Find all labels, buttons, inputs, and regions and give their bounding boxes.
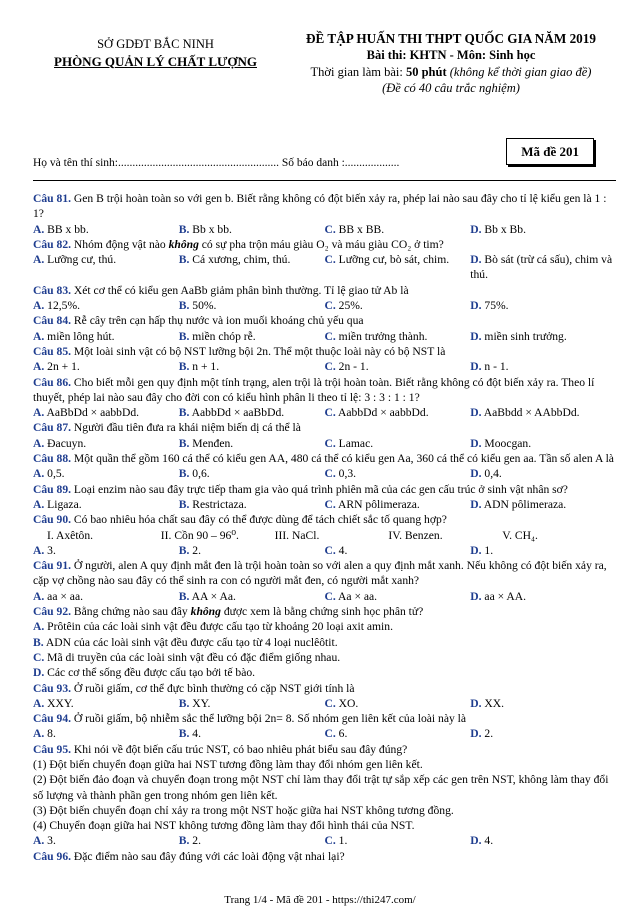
option-text: 4. — [189, 727, 201, 741]
choice-item: I. Axêtôn. — [47, 528, 94, 542]
answer-option[interactable] — [325, 359, 471, 374]
question-number: Câu 95. — [33, 742, 72, 756]
option-letter: A. — [33, 696, 45, 710]
option-text: Các cơ thể sống đều được cấu tạo bởi tế bào. — [44, 666, 256, 680]
exam-time: Thời gian làm bài: 50 phút (không kể thời gian giao đề) — [310, 64, 592, 79]
question-number: Câu 89. — [33, 482, 72, 496]
question-emphasis: không — [168, 237, 199, 251]
answer-option[interactable] — [179, 497, 325, 512]
option-letter: D. — [470, 222, 482, 236]
option-text: Menđen. — [189, 436, 234, 450]
option-text: 12,5%. — [44, 299, 81, 313]
choice-item: III. NaCl. — [274, 528, 320, 542]
answer-option[interactable] — [179, 298, 325, 313]
option-text: 0,3. — [335, 467, 357, 481]
option-letter: D. — [470, 360, 482, 374]
answer-option[interactable] — [325, 589, 471, 604]
question-stem — [33, 344, 616, 359]
question-stem — [33, 482, 616, 497]
option-letter: A. — [33, 543, 45, 557]
option-letter: B. — [178, 589, 190, 603]
option-letter: D. — [470, 329, 482, 343]
question-number: Câu 82. — [33, 237, 72, 251]
answer-options — [33, 329, 616, 344]
option-text: Moocgan. — [481, 436, 532, 450]
option-letter: D. — [470, 834, 482, 848]
option-letter: B. — [178, 329, 190, 343]
question-stem — [33, 283, 616, 298]
question-item — [33, 375, 616, 421]
option-letter: A. — [33, 589, 45, 603]
question-text: Loại enzim nào sau đây trực tiếp tham gia vào quá trình phiên mã của các gen cấu trúc ở sinh vật nhân sơ? — [71, 482, 568, 496]
answer-option[interactable] — [33, 543, 179, 558]
option-letter: C. — [324, 253, 336, 267]
question-number: Câu 84. — [33, 314, 72, 328]
option-letter: B. — [178, 467, 190, 481]
question-item — [33, 283, 616, 314]
option-text: 4. — [481, 834, 494, 848]
option-letter: A. — [33, 436, 45, 450]
exam-title: ĐỀ TẬP HUẤN THI THPT QUỐC GIA NĂM 2019 — [306, 31, 596, 46]
answer-option[interactable] — [179, 726, 325, 741]
answer-option[interactable] — [470, 436, 616, 451]
question-stem — [33, 681, 616, 696]
option-letter: A. — [33, 253, 45, 267]
question-text: Cho biết mỗi gen quy định một tính trạng, alen trội là trội hoàn toàn. Biết rằng không có đột biến xảy ra. Theo lí thuyết, phép lai nào sau đây cho đời con có kiểu hình phân li theo tỉ lệ: 3 : 3 : 1 : 1? — [33, 375, 595, 404]
question-number: Câu 94. — [33, 712, 72, 726]
question-stem — [33, 375, 616, 406]
answer-option[interactable] — [325, 252, 471, 283]
option-text: 75%. — [481, 299, 509, 313]
question-text: Bằng chứng nào sau đây — [71, 605, 191, 619]
question-text: Người đầu tiên đưa ra khái niệm biến dị cá thể là — [71, 421, 301, 435]
option-text: ADN của các loài sinh vật đều được cấu tạo từ 4 loại nuclêôtit. — [43, 635, 338, 649]
question-stem — [33, 191, 616, 222]
option-letter: A. — [33, 620, 45, 634]
option-text: 3. — [44, 834, 56, 848]
answer-options — [33, 252, 616, 283]
answer-options — [33, 543, 616, 558]
question-text: Nhóm động vật nào — [71, 237, 169, 251]
option-letter: D. — [470, 696, 482, 710]
answer-option[interactable] — [470, 696, 616, 711]
option-text: 1. — [335, 834, 348, 848]
office-name: PHÒNG QUẢN LÝ CHẤT LƯỢNG — [54, 53, 257, 69]
exam-code-box: Mã đề 201 — [506, 138, 594, 165]
option-letter: B. — [178, 253, 190, 267]
option-letter: B. — [178, 436, 190, 450]
option-text: miền chóp rễ. — [189, 329, 256, 343]
answer-option[interactable] — [325, 222, 471, 237]
answer-option[interactable] — [470, 497, 616, 512]
answer-option[interactable] — [33, 696, 179, 711]
option-letter: B. — [178, 696, 190, 710]
answer-options — [33, 726, 616, 741]
question-text: Có bao nhiêu hóa chất sau đây có thể được dùng để tách chiết sắc tố quang hợp? — [71, 513, 447, 527]
option-text: 8. — [44, 727, 56, 741]
option-letter: C. — [324, 467, 336, 481]
option-text: ARN pôlimeraza. — [335, 497, 420, 511]
answer-option[interactable] — [470, 589, 616, 604]
option-text: miền lông hút. — [44, 329, 115, 343]
answer-options — [33, 696, 616, 711]
question-text: Một loài sinh vật có bộ NST lưỡng bội 2n. Thể một thuộc loài này có bộ NST là — [71, 344, 446, 358]
answer-option[interactable] — [470, 329, 616, 344]
exam-subject: Bài thi: KHTN - Môn: Sinh học — [366, 48, 536, 63]
choice-item: V. CH₄. — [502, 528, 538, 542]
option-letter: A. — [33, 329, 45, 343]
option-text: Prôtêin của các loài sinh vật đều được cấu tạo từ khoảng 20 loại axit amin. — [44, 620, 393, 634]
answer-option[interactable] — [33, 252, 179, 283]
option-letter: C. — [33, 650, 45, 664]
option-text: Cá xương, chim, thú. — [189, 253, 291, 267]
option-letter: B. — [178, 497, 190, 511]
option-text: BB x BB. — [335, 222, 385, 236]
option-letter: A. — [33, 360, 45, 374]
answer-option[interactable] — [179, 589, 325, 604]
option-text: 4. — [335, 543, 348, 557]
option-text: Restrictaza. — [189, 497, 247, 511]
option-letter: C. — [324, 696, 336, 710]
option-text: 2n + 1. — [44, 360, 80, 374]
answer-option[interactable] — [33, 619, 616, 634]
option-letter: A. — [33, 834, 45, 848]
option-letter: A. — [33, 222, 45, 236]
answer-option[interactable] — [33, 497, 179, 512]
answer-option[interactable] — [470, 359, 616, 374]
answer-option[interactable] — [179, 222, 325, 237]
page-footer: Trang 1/4 - Mã đề 201 - https://thi247.com/ — [224, 894, 416, 906]
question-number: Câu 93. — [33, 681, 72, 695]
answer-options — [33, 436, 616, 451]
student-name-line: Họ và tên thí sinh:........................................................ Số báo danh :................... — [33, 157, 400, 169]
question-item — [33, 512, 616, 558]
option-letter: C. — [324, 436, 336, 450]
question-text: Khi nói về đột biến cấu trúc NST, có bao nhiêu phát biểu sau đây đúng? — [71, 742, 408, 756]
question-text-end: được xem là bằng chứng sinh học phân tử? — [220, 605, 424, 619]
option-text: 50%. — [189, 299, 217, 313]
option-letter: B. — [178, 834, 190, 848]
answer-option[interactable] — [325, 405, 471, 420]
option-text: miền sinh trưởng. — [481, 329, 567, 343]
answer-option[interactable] — [325, 543, 471, 558]
answer-option[interactable] — [325, 726, 471, 741]
answer-options — [33, 833, 616, 848]
question-stem — [33, 451, 616, 466]
question-item — [33, 313, 616, 344]
option-text: Bb x Bb. — [481, 222, 526, 236]
question-count: (Đề có 40 câu trắc nghiệm) — [382, 81, 520, 96]
answer-options — [33, 497, 616, 512]
option-letter: D. — [470, 727, 482, 741]
answer-option[interactable] — [179, 833, 325, 848]
answer-options — [33, 298, 616, 313]
department-name: SỞ GDĐT BẮC NINH — [97, 37, 214, 51]
option-text: Lamac. — [335, 436, 374, 450]
answer-option[interactable] — [179, 543, 325, 558]
answer-option[interactable] — [470, 543, 616, 558]
question-stem — [33, 313, 616, 328]
option-letter: B. — [178, 727, 190, 741]
answer-option[interactable] — [33, 635, 616, 650]
question-item — [33, 604, 616, 680]
answer-option[interactable] — [33, 833, 179, 848]
question-item — [33, 344, 616, 375]
question-stem — [33, 558, 616, 589]
answer-option[interactable] — [33, 359, 179, 374]
choice-item: IV. Benzen. — [388, 528, 443, 542]
answer-option[interactable] — [470, 405, 616, 420]
question-item — [33, 191, 616, 237]
question-text: Một quần thể gồm 160 cá thể có kiểu gen AA, 480 cá thể có kiểu gen Aa, 360 cá thể có kiểu gen aa. Tần số alen A là — [71, 452, 614, 466]
answer-option[interactable] — [470, 298, 616, 313]
question-number: Câu 91. — [33, 559, 72, 573]
question-text: Ở người, alen A quy định mắt đen là trội hoàn toàn so với alen a quy định mắt xanh. Nếu không có đột biến xảy ra, cặp vợ chồng nào sau đây có thể sinh ra con có người mắt đen, có người mắt xanh? — [33, 559, 607, 588]
answer-option[interactable] — [325, 436, 471, 451]
answer-option[interactable] — [33, 650, 616, 665]
question-item — [33, 558, 616, 604]
option-letter: C. — [324, 543, 336, 557]
option-letter: D. — [470, 253, 482, 267]
answer-options — [33, 222, 616, 237]
option-text: n - 1. — [481, 360, 509, 374]
option-text: 0,4. — [481, 467, 502, 481]
option-text: Ligaza. — [44, 497, 82, 511]
answer-option[interactable] — [470, 466, 616, 481]
option-text: AabbDd × aabbDd. — [335, 406, 429, 420]
answer-option[interactable] — [179, 436, 325, 451]
option-text: AaBbdd × AAbbDd. — [481, 406, 580, 420]
question-number: Câu 90. — [33, 513, 72, 527]
option-letter: D. — [33, 666, 45, 680]
option-letter: A. — [33, 727, 45, 741]
answer-option[interactable] — [325, 329, 471, 344]
option-text: 25%. — [335, 299, 363, 313]
choice-item: II. Cồn 90 – 96⁰. — [160, 528, 239, 542]
answer-option[interactable] — [179, 329, 325, 344]
question-item — [33, 742, 616, 849]
answer-option[interactable] — [325, 696, 471, 711]
question-text: Ở ruồi giấm, bộ nhiễm sắc thể lưỡng bội 2n= 8. Số nhóm gen liên kết của loài này là — [71, 712, 467, 726]
question-list — [33, 191, 616, 864]
option-letter: D. — [470, 589, 482, 603]
statement: (2) Đột biến đảo đoạn và chuyển đoạn trong một NST chỉ làm thay đổi trật tự sắp xếp các gen trên NST, không làm thay đổi số lượng và thành phần gen trong nhóm gen liên kết. — [33, 773, 609, 802]
option-letter: D. — [470, 467, 482, 481]
answer-option[interactable] — [325, 833, 471, 848]
option-text: AaBbDd × aabbDd. — [44, 406, 140, 420]
option-letter: B. — [178, 406, 190, 420]
answer-options — [33, 405, 616, 420]
question-stem — [33, 512, 616, 527]
statement: (3) Đột biến chuyển đoạn chỉ xảy ra trong một NST hoặc giữa hai NST không tương đồng. — [33, 803, 454, 817]
question-text-end: có sự pha trộn máu giàu O₂ và máu giàu CO₂ ở tim? — [198, 237, 444, 251]
answer-option[interactable] — [33, 436, 179, 451]
option-letter: A. — [33, 497, 45, 511]
option-letter: C. — [324, 360, 336, 374]
answer-option[interactable] — [470, 252, 616, 283]
option-letter: A. — [33, 299, 45, 313]
question-text: Rễ cây trên cạn hấp thụ nước và ion muối khoáng chủ yếu qua — [71, 314, 364, 328]
answer-option[interactable] — [179, 696, 325, 711]
option-text: XX. — [481, 696, 505, 710]
question-number: Câu 81. — [33, 192, 72, 205]
answer-option[interactable] — [33, 665, 616, 680]
question-text: Ở ruồi giấm, cơ thể đực bình thường có cặp NST giới tính là — [71, 681, 355, 695]
choice-items — [33, 528, 616, 543]
answer-option[interactable] — [470, 833, 616, 848]
option-text: XO. — [335, 696, 359, 710]
option-text: XY. — [189, 696, 211, 710]
option-text: aa × aa. — [44, 589, 83, 603]
answer-option[interactable] — [33, 589, 179, 604]
answer-option[interactable] — [179, 466, 325, 481]
option-letter: C. — [324, 222, 336, 236]
option-text: miền trưởng thành. — [335, 329, 428, 343]
question-number: Câu 86. — [33, 375, 72, 389]
question-item — [33, 482, 616, 513]
answer-option[interactable] — [325, 497, 471, 512]
option-letter: D. — [470, 436, 482, 450]
statement: (4) Chuyển đoạn giữa hai NST không tương đồng làm thay đổi hình thái của NST. — [33, 819, 415, 833]
answer-option[interactable] — [33, 726, 179, 741]
question-stem — [33, 742, 616, 757]
option-text: 2. — [481, 727, 494, 741]
option-letter: C. — [324, 329, 336, 343]
question-text: Xét cơ thể có kiểu gen AaBb giảm phân bình thường. Tỉ lệ giao tử Ab là — [71, 283, 409, 297]
option-text: 3. — [44, 543, 56, 557]
question-text: Đặc điểm nào sau đây đúng với các loài động vật nhai lại? — [71, 849, 345, 863]
option-text: 0,6. — [189, 467, 210, 481]
question-item — [33, 681, 616, 712]
question-item — [33, 420, 616, 451]
answer-option[interactable] — [33, 298, 179, 313]
option-text: Aa × aa. — [335, 589, 378, 603]
answer-options — [33, 466, 616, 481]
answer-options — [33, 589, 616, 604]
option-text: aa × AA. — [481, 589, 527, 603]
answer-option[interactable] — [33, 405, 179, 420]
option-text: Bò sát (trừ cá sấu), chim và thú. — [470, 253, 613, 282]
student-info — [33, 144, 616, 192]
option-letter: B. — [178, 222, 190, 236]
question-item — [33, 711, 616, 742]
exam-info-block — [286, 30, 616, 108]
option-text: 0,5. — [44, 467, 65, 481]
option-letter: D. — [470, 406, 482, 420]
answer-option[interactable] — [33, 329, 179, 344]
option-letter: A. — [33, 406, 45, 420]
option-text: Bb x bb. — [189, 222, 232, 236]
option-letter: B. — [178, 360, 190, 374]
question-stem — [33, 711, 616, 726]
issuer-block — [33, 20, 278, 108]
option-text: AabbDd × aaBbDd. — [189, 406, 285, 420]
question-text: Gen B trội hoàn toàn so với gen b. Biết rằng không có đột biến xảy ra, phép lai nào sau đây cho tỉ lệ kiểu gen là 1 : 1? — [33, 192, 607, 221]
answer-option[interactable] — [325, 298, 471, 313]
exam-header — [33, 20, 616, 108]
question-item — [33, 451, 616, 482]
option-letter: A. — [33, 467, 45, 481]
option-letter: C. — [324, 834, 336, 848]
question-number: Câu 96. — [33, 849, 72, 863]
option-text: BB x bb. — [44, 222, 89, 236]
question-stem — [33, 604, 616, 619]
option-letter: B. — [178, 543, 190, 557]
option-text: Lưỡng cư, thú. — [44, 253, 117, 267]
option-letter: C. — [324, 497, 336, 511]
option-text: AA × Aa. — [189, 589, 236, 603]
option-text: Mã di truyền của các loài sinh vật đều có đặc điểm giống nhau. — [44, 650, 341, 664]
question-number: Câu 92. — [33, 605, 72, 619]
option-letter: C. — [324, 406, 336, 420]
option-text: Đacuyn. — [44, 436, 87, 450]
option-text: XXY. — [44, 696, 74, 710]
answer-option[interactable] — [179, 405, 325, 420]
answer-option[interactable] — [470, 726, 616, 741]
option-letter: B. — [33, 635, 44, 649]
question-stem — [33, 237, 616, 252]
option-text: 2n - 1. — [335, 360, 369, 374]
answer-option[interactable] — [179, 359, 325, 374]
option-text: 6. — [335, 727, 348, 741]
question-emphasis: không — [190, 605, 221, 619]
question-number: Câu 88. — [33, 452, 72, 466]
question-stem — [33, 420, 616, 435]
question-number: Câu 83. — [33, 283, 72, 297]
question-number: Câu 87. — [33, 421, 72, 435]
option-text: n + 1. — [189, 360, 220, 374]
option-letter: D. — [470, 543, 482, 557]
answer-option[interactable] — [33, 222, 179, 237]
option-letter: C. — [324, 589, 336, 603]
option-text: 1. — [481, 543, 494, 557]
answer-option[interactable] — [33, 466, 179, 481]
question-stem — [33, 849, 616, 864]
option-text: 2. — [189, 834, 201, 848]
answer-option[interactable] — [470, 222, 616, 237]
question-item — [33, 237, 616, 283]
question-item — [33, 849, 616, 864]
answer-options — [33, 619, 616, 680]
option-letter: C. — [324, 299, 336, 313]
answer-options — [33, 359, 616, 374]
question-number: Câu 85. — [33, 344, 72, 358]
option-letter: C. — [324, 727, 336, 741]
answer-option[interactable] — [179, 252, 325, 283]
option-letter: D. — [470, 497, 482, 511]
answer-option[interactable] — [325, 466, 471, 481]
option-text: ADN pôlimeraza. — [481, 497, 567, 511]
option-letter: B. — [178, 299, 190, 313]
option-text: Lưỡng cư, bò sát, chim. — [335, 253, 450, 267]
option-letter: D. — [470, 299, 482, 313]
statement: (1) Đột biến chuyển đoạn giữa hai NST tương đồng làm thay đổi nhóm gen liên kết. — [33, 757, 423, 771]
option-text: 2. — [189, 543, 201, 557]
